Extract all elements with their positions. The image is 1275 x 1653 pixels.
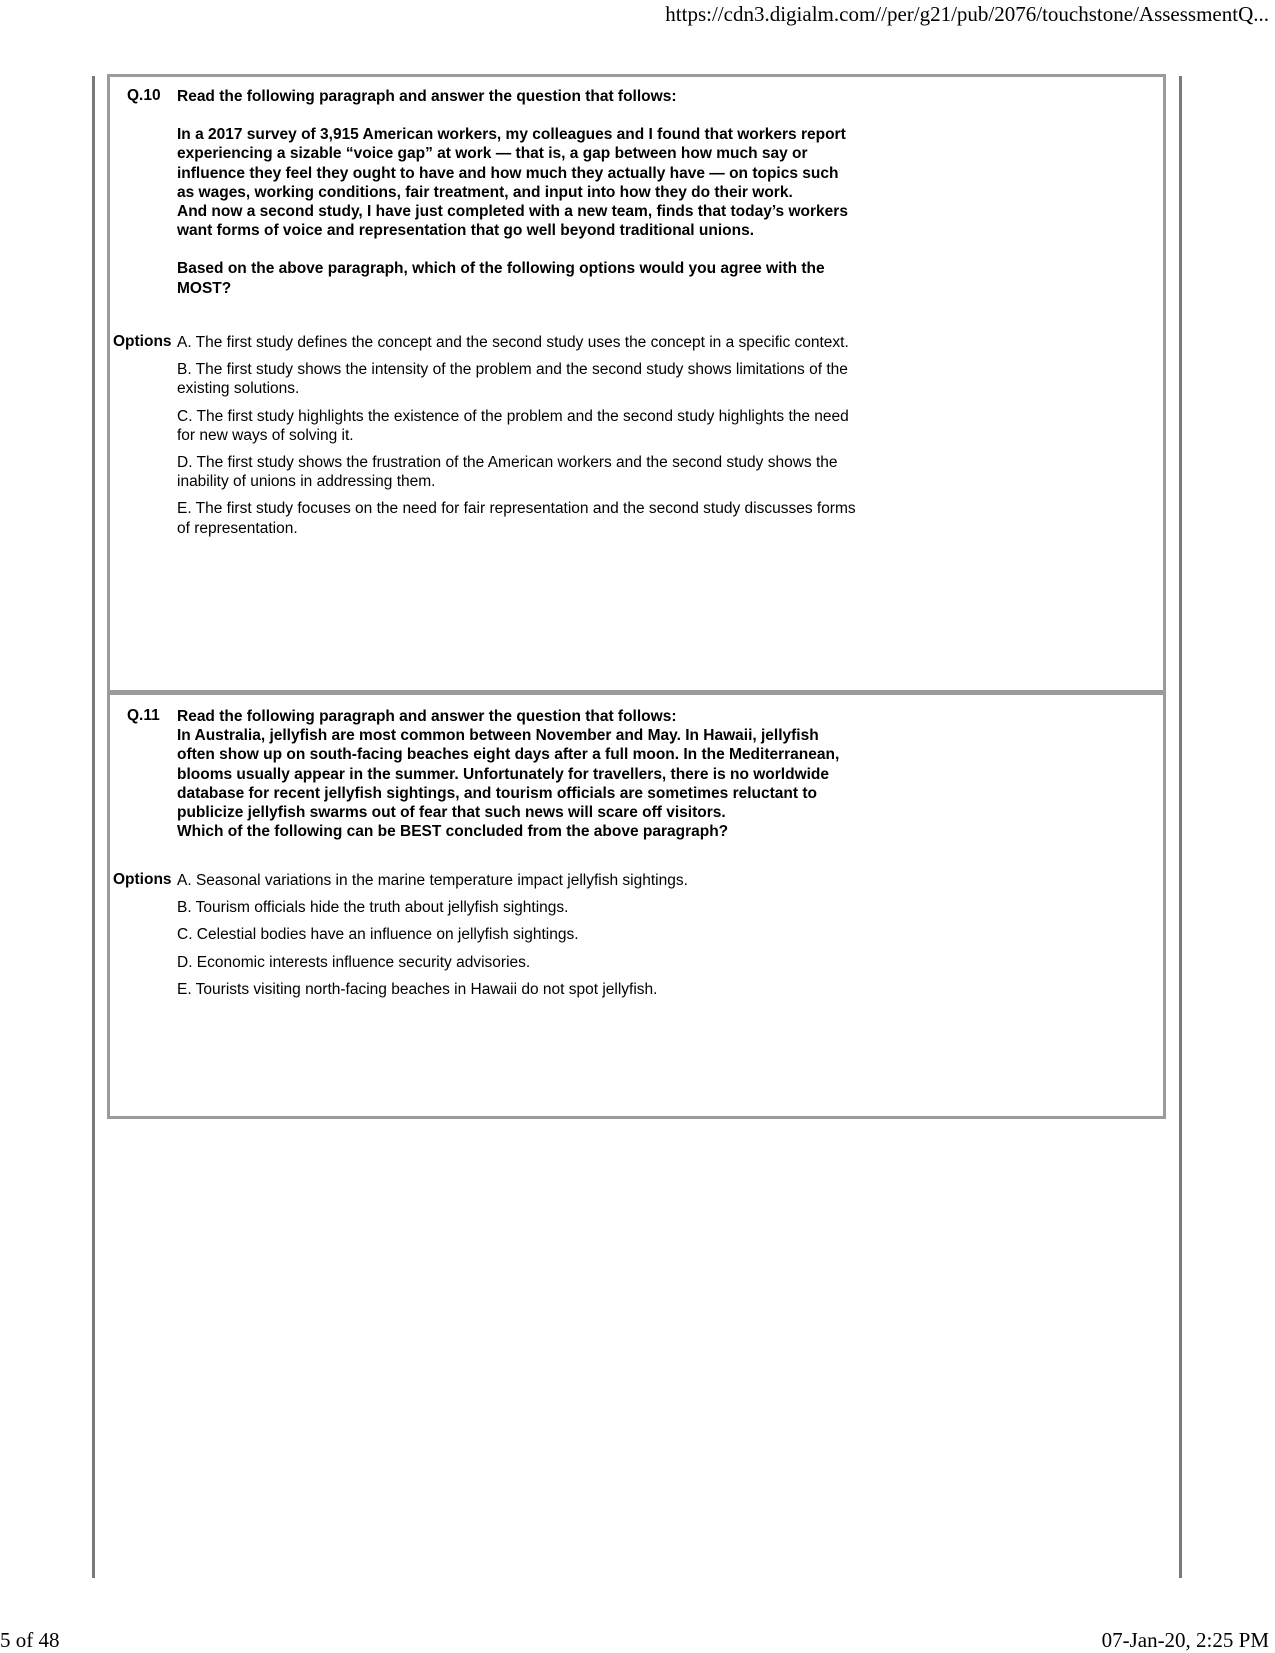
option-b[interactable]: B. Tourism officials hide the truth about jellyfish sightings. bbox=[177, 899, 569, 917]
question-paragraph: In Australia, jellyfish are most common between November and May. In Hawaii, jellyfish often show up on south-facing beaches eight days after a full moon. In the Mediterranean, blooms usually appear in the summer. Unfortunately for travellers, there is no worldwide database for recent jellyfish sightings, and tourism officials are sometimes reluctant to publicize jellyfish swarms out of fear that such news will scare off visitors. bbox=[177, 727, 840, 822]
print-header-url: https://cdn3.digialm.com//per/g21/pub/2076/touchstone/AssessmentQ... bbox=[665, 2, 1269, 26]
question-number: Q.11 bbox=[127, 707, 160, 724]
question-instruction: Read the following paragraph and answer the question that follows: bbox=[177, 708, 677, 725]
option-e[interactable]: E. The first study focuses on the need for fair representation and the second study discusses forms of representation. bbox=[177, 500, 856, 537]
print-footer-datetime: 07-Jan-20, 2:25 PM bbox=[1101, 1628, 1269, 1652]
options-label: Options bbox=[113, 333, 172, 350]
question-paragraph: And now a second study, I have just completed with a new team, finds that today’s workers want forms of voice and representation that go well beyond traditional unions. bbox=[177, 203, 848, 240]
options-list bbox=[177, 333, 857, 546]
question-text bbox=[177, 707, 857, 841]
question-prompt: Which of the following can be BEST concluded from the above paragraph? bbox=[177, 823, 729, 841]
question-panel-q10 bbox=[107, 74, 1166, 695]
option-d[interactable]: D. The first study shows the frustration of the American workers and the second study shows the inability of unions in addressing them. bbox=[177, 454, 838, 491]
option-a[interactable]: A. The first study defines the concept and the second study uses the concept in a specific context. bbox=[177, 334, 849, 351]
question-panel-q11 bbox=[107, 690, 1166, 1119]
options-list bbox=[177, 871, 857, 1007]
option-a[interactable]: A. Seasonal variations in the marine temperature impact jellyfish sightings. bbox=[177, 872, 688, 889]
option-e[interactable]: E. Tourists visiting north-facing beaches in Hawaii do not spot jellyfish. bbox=[177, 980, 658, 998]
question-prompt: Based on the above paragraph, which of the following options would you agree with the MOST? bbox=[177, 260, 825, 297]
question-instruction: Read the following paragraph and answer the question that follows: bbox=[177, 88, 677, 105]
option-b[interactable]: B. The first study shows the intensity of the problem and the second study shows limitations of the existing solutions. bbox=[177, 361, 848, 398]
page-border-right bbox=[1179, 76, 1182, 1578]
question-paragraph: In a 2017 survey of 3,915 American workers, my colleagues and I found that workers report experiencing a sizable “voice gap” at work — that is, a gap between how much say or influence they feel they ought to have and how much they actually have — on topics such as wages, working conditions, fair treatment, and input into how they do their work. bbox=[177, 126, 846, 201]
option-c[interactable]: C. The first study highlights the existence of the problem and the second study highlights the need for new ways of solving it. bbox=[177, 407, 849, 444]
page-border-left bbox=[92, 76, 95, 1578]
option-c[interactable]: C. Celestial bodies have an influence on jellyfish sightings. bbox=[177, 926, 579, 944]
print-footer-page: 5 of 48 bbox=[0, 1628, 60, 1652]
option-d[interactable]: D. Economic interests influence security advisories. bbox=[177, 953, 531, 971]
question-text bbox=[177, 87, 857, 298]
question-number: Q.10 bbox=[127, 87, 161, 104]
options-label: Options bbox=[113, 871, 172, 888]
